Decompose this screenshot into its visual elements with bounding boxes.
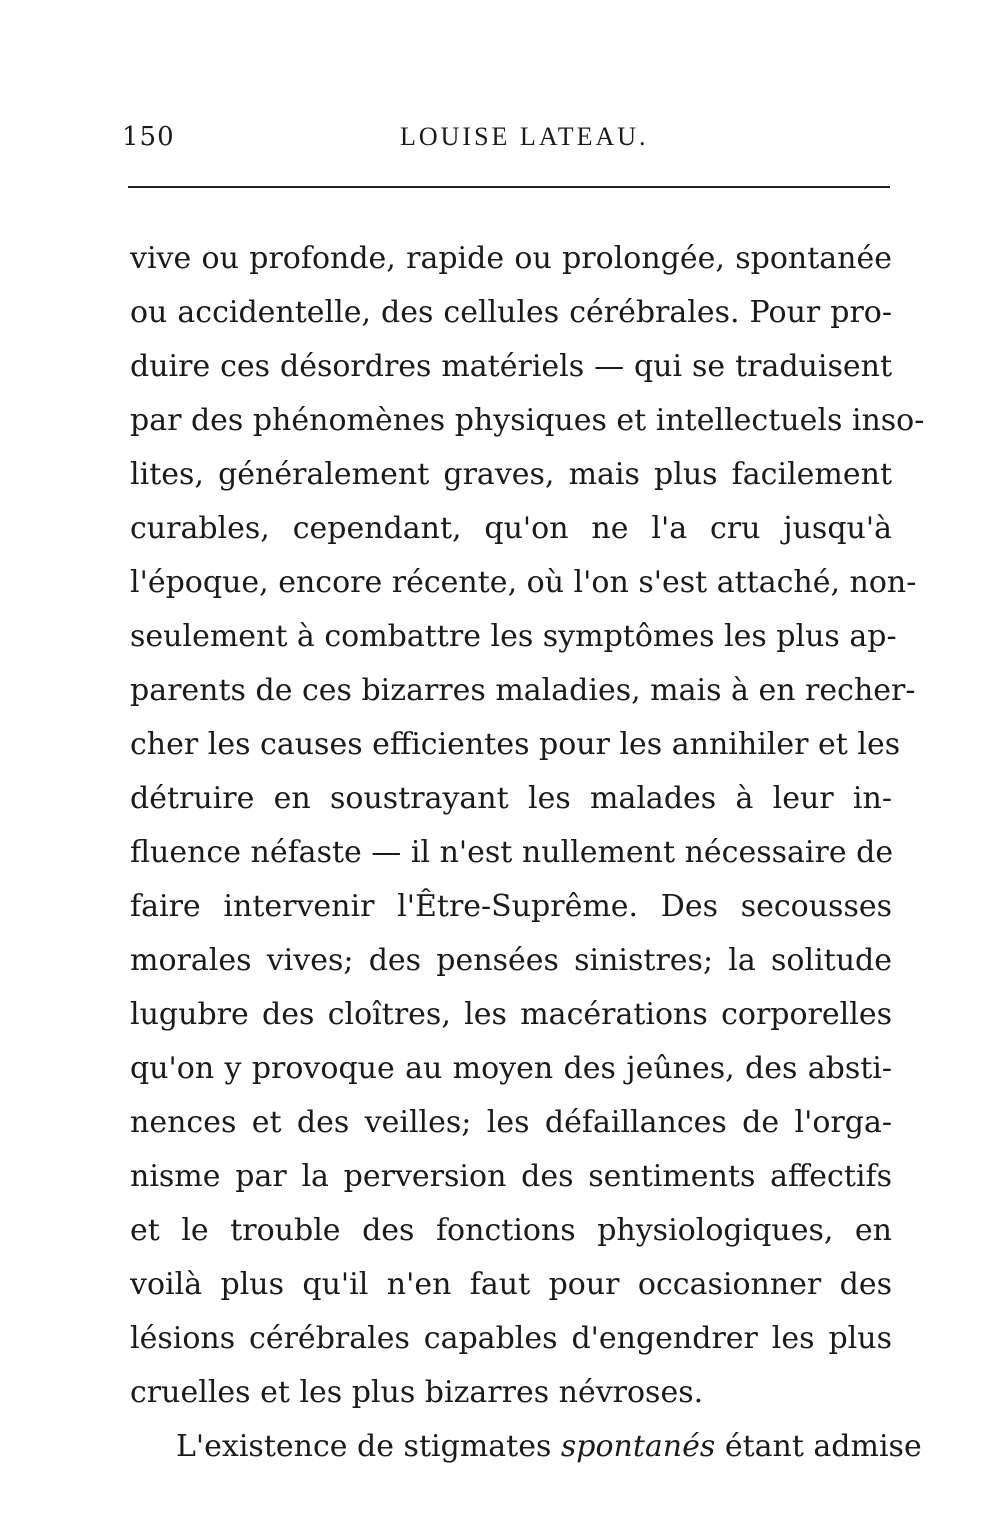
- text-line: vive ou profonde, rapide ou prolongée, spontanée: [130, 241, 892, 276]
- paragraph-start-line: [130, 1420, 922, 1474]
- running-title: LOUISE LATEAU.: [400, 122, 649, 151]
- text-line: lites, généralement graves, mais plus facilement: [130, 457, 892, 492]
- body-text: [130, 232, 925, 1474]
- text-line: détruire en soustrayant les malades à leur in-: [130, 781, 892, 816]
- text-line: nences et des veilles; les défaillances de l'orga-: [130, 1105, 892, 1140]
- text-fragment: étant admise: [715, 1429, 922, 1464]
- paragraph-end-line: cruelles et les plus bizarres névroses.: [130, 1375, 704, 1410]
- text-line: curables, cependant, qu'on ne l'a cru jusqu'à: [130, 511, 892, 546]
- page-number: 150: [122, 122, 175, 152]
- header-rule: [128, 186, 890, 188]
- text-line: par des phénomènes physiques et intellectuels inso-: [130, 403, 925, 438]
- text-line: lésions cérébrales capables d'engendrer les plus: [130, 1321, 892, 1356]
- text-line: cher les causes efficientes pour les annihiler et les: [130, 727, 901, 762]
- text-line: ou accidentelle, des cellules cérébrales. Pour pro-: [130, 295, 892, 330]
- italic-word: spontanés: [560, 1429, 716, 1464]
- text-line: parents de ces bizarres maladies, mais à en recher-: [130, 673, 916, 708]
- text-line: morales vives; des pensées sinistres; la solitude: [130, 943, 892, 978]
- text-line: seulement à combattre les symptômes les plus ap-: [130, 619, 897, 654]
- text-line: voilà plus qu'il n'en faut pour occasionner des: [130, 1267, 892, 1302]
- running-header: [0, 112, 1000, 162]
- text-line: lugubre des cloîtres, les macérations corporelles: [130, 997, 892, 1032]
- text-line: faire intervenir l'Être-Suprême. Des secousses: [130, 889, 892, 924]
- text-fragment: L'existence de stigmates: [176, 1429, 561, 1464]
- text-line: duire ces désordres matériels — qui se traduisent: [130, 349, 892, 384]
- text-line: nisme par la perversion des sentiments affectifs: [130, 1159, 892, 1194]
- text-line: fluence néfaste — il n'est nullement nécessaire de: [130, 835, 894, 870]
- text-line: et le trouble des fonctions physiologiques, en: [130, 1213, 892, 1248]
- text-line: l'époque, encore récente, où l'on s'est attaché, non-: [130, 565, 917, 600]
- text-line: qu'on y provoque au moyen des jeûnes, des absti-: [130, 1051, 892, 1086]
